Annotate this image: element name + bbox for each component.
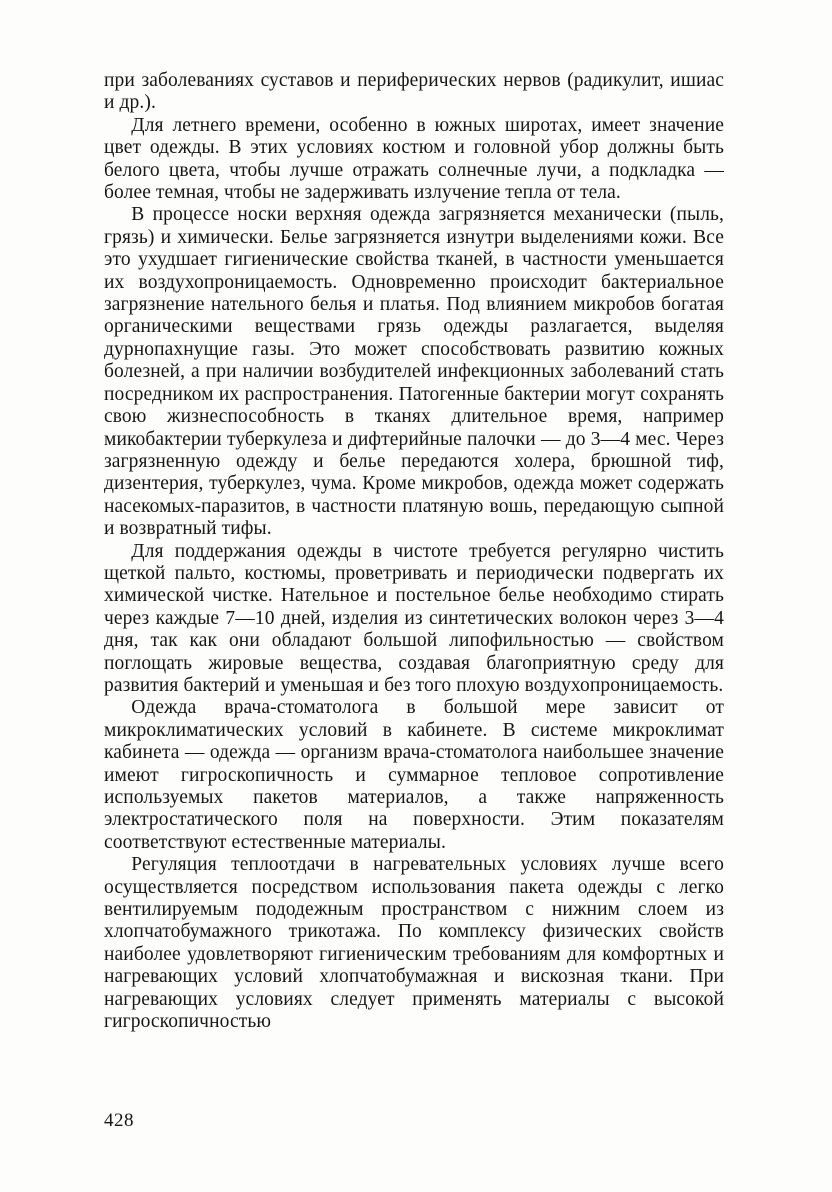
paragraph: Для поддержания одежды в чистоте требуется регулярно чистить щеткой пальто, костюмы, проветривать и периодически подвергать их химической чистке. Нательное и постельное белье необходимо стирать через каждые 7—10 дней, изделия из синтетических волокон через 3—4 дня, так как они обладают большой липофильностью — свойством поглощать жировые вещества, создавая благоприятную среду для развития бактерий и уменьшая и без того плохую воздухопроницаемость. <box>104 540 724 696</box>
paragraph: при заболеваниях суставов и периферических нервов (радикулит, ишиас и др.). <box>104 70 724 114</box>
paragraph: Одежда врача-стоматолога в большой мере зависит от микроклиматических условий в кабинете. В системе микроклимат кабинета — одежда — организм врача-стоматолога наибольшее значение имеют гигроскопичность и суммарное тепловое сопротивление используемых пакетов материалов, а также напряженность электростатического поля на поверхности. Этим показателям соответствуют естественные материалы. <box>104 697 724 853</box>
page-text-block <box>104 70 724 1033</box>
paragraph: Регуляция теплоотдачи в нагревательных условиях лучше всего осуществляется посредством использования пакета одежды с легко вентилируемым пододежным пространством с нижним слоем из хлопчатобумажного трикотажа. По комплексу физических свойств наиболее удовлетворяют гигиеническим требованиям для комфортных и нагревающих условий хлопчатобумажная и вискозная ткани. При нагревающих условиях следует применять материалы с высокой гигроскопичностью <box>104 854 724 1033</box>
page-number: 428 <box>104 1110 134 1131</box>
paragraph: Для летнего времени, особенно в южных широтах, имеет значение цвет одежды. В этих условиях костюм и головной убор должны быть белого цвета, чтобы лучше отражать солнечные лучи, а подкладка — более темная, чтобы не задерживать излучение тепла от тела. <box>104 114 724 204</box>
paragraph: В процессе носки верхняя одежда загрязняется механически (пыль, грязь) и химически. Белье загрязняется изнутри выделениями кожи. Все это ухудшает гигиенические свойства тканей, в частности уменьшается их воздухопроницаемость. Одновременно происходит бактериальное загрязнение нательного белья и платья. Под влиянием микробов богатая органическими веществами грязь одежды разлагается, выделяя дурнопахнущие газы. Это может способствовать развитию кожных болезней, а при наличии возбудителей инфекционных заболеваний стать посредником их распространения. Патогенные бактерии могут сохранять свою жизнеспособность в тканях длительное время, например микобактерии туберкулеза и дифтерийные палочки — до 3—4 мес. Через загрязненную одежду и белье передаются холера, брюшной тиф, дизентерия, туберкулез, чума. Кроме микробов, одежда может содержать насекомых-паразитов, в частности платяную вошь, передающую сыпной и возвратный тифы. <box>104 204 724 540</box>
